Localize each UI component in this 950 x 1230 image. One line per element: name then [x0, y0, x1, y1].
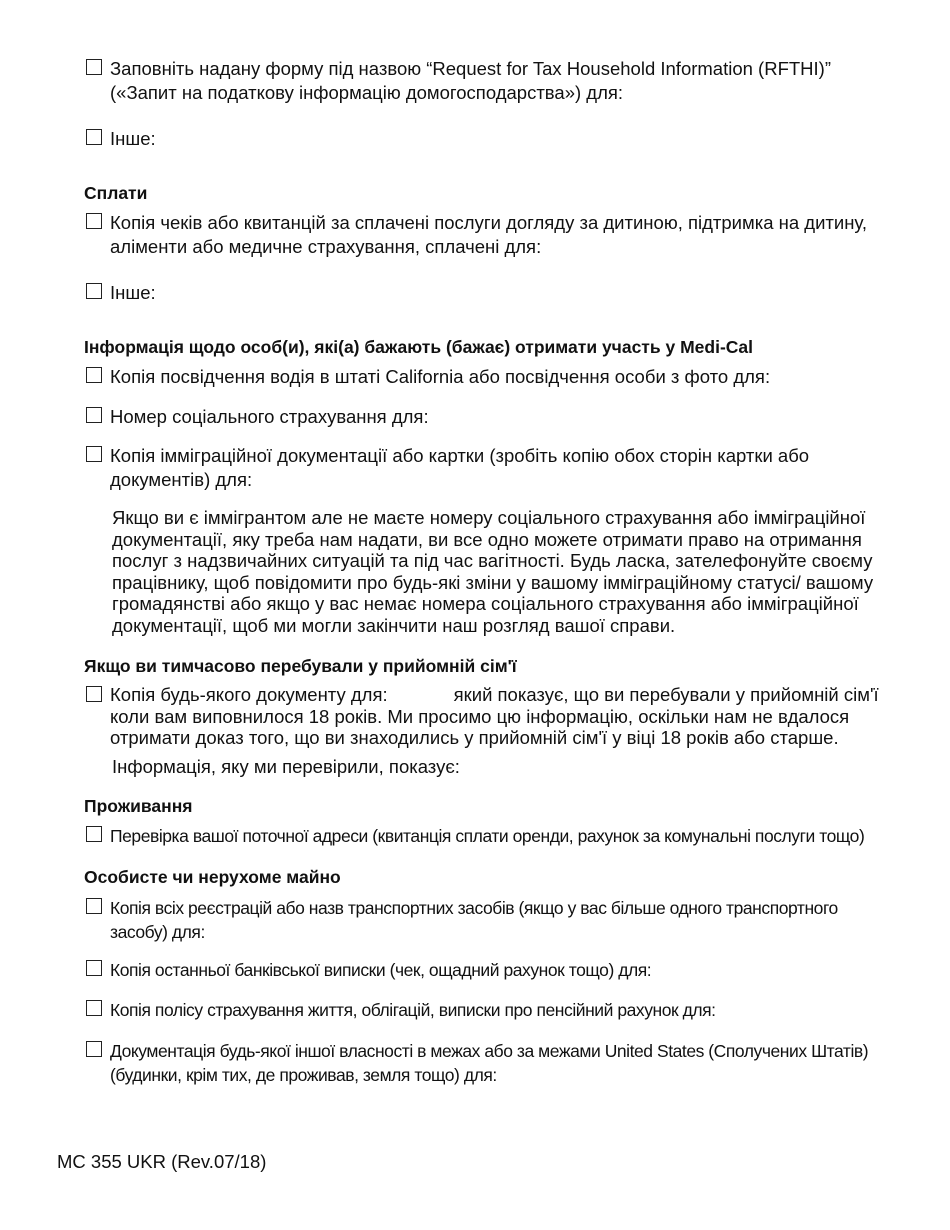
section-heading-payments: Сплати: [84, 183, 148, 203]
item-label-part2: який показує, що ви перебували у прийомній сім'ї коли вам виповнилося 18 років. Ми просимо цю інформацію, оскільки нам не вдалося отримати доказ того, що ви знаходились у прийомній сім'ї у віці 18 років або старше.: [110, 684, 879, 748]
checklist-item-address-verification: [86, 824, 896, 848]
item-label: Копія всіх реєстрацій або назв транспортних засобів (якщо у вас більше одного транспортного засобу) для:: [110, 898, 838, 942]
form-number-footer: MC 355 UKR (Rev.07/18): [57, 1151, 267, 1172]
checkbox[interactable]: [86, 59, 102, 75]
foster-care-note: Інформація, яку ми перевірили, показує:: [112, 756, 460, 777]
checkbox[interactable]: [86, 1000, 102, 1016]
section-heading-foster-care: Якщо ви тимчасово перебували у прийомній сім'ї: [84, 656, 517, 676]
item-label: Копія чеків або квитанцій за сплачені послуги догляду за дитиною, підтримка на дитину, аліменти або медичне страхування, сплачені для:: [110, 212, 867, 257]
checkbox[interactable]: [86, 213, 102, 229]
item-label: [110, 684, 894, 749]
checkbox[interactable]: [86, 960, 102, 976]
item-label: Копія останньої банківської виписки (чек, ощадний рахунок тощо) для:: [110, 960, 652, 980]
checklist-item-bank-statement: [86, 958, 896, 982]
checklist-item-rfthi-form: [86, 57, 896, 105]
checklist-item-vehicle-registrations: [86, 896, 896, 944]
item-label: Копія полісу страхування життя, облігацій, виписки про пенсійний рахунок для:: [110, 1000, 716, 1020]
checkbox[interactable]: [86, 283, 102, 299]
checkbox[interactable]: [86, 407, 102, 423]
checklist-item-tax-other: [86, 127, 896, 151]
item-label-part1: Копія будь-якого документу для:: [110, 684, 388, 705]
checkbox[interactable]: [86, 446, 102, 462]
checkbox[interactable]: [86, 129, 102, 145]
checkbox[interactable]: [86, 898, 102, 914]
checkbox[interactable]: [86, 1041, 102, 1057]
item-label: Інше:: [110, 282, 156, 303]
item-label: Перевірка вашої поточної адреси (квитанція сплати оренди, рахунок за комунальні послуги тощо): [110, 826, 865, 846]
item-label: Документація будь-якої іншої власності в межах або за межами United States (Сполучених Штатів) (будинки, крім тих, де проживав, земля тощо) для:: [110, 1041, 869, 1085]
section-heading-residence: Проживання: [84, 796, 193, 816]
section-heading-property: Особисте чи нерухоме майно: [84, 867, 341, 887]
item-label: Заповніть надану форму під назвою “Request for Tax Household Information (RFTHI)” («Запит на податкову інформацію домогосподарства») для:: [110, 58, 832, 103]
checkbox[interactable]: [86, 826, 102, 842]
checklist-item-life-insurance: [86, 998, 896, 1022]
item-label: Номер соціального страхування для:: [110, 406, 429, 427]
item-label: Копія імміграційної документації або картки (зробіть копію обох сторін картки або документів) для:: [110, 445, 810, 490]
checklist-item-payment-receipts: [86, 211, 896, 259]
immigration-note: Якщо ви є іммігрантом але не маєте номеру соціального страхування або імміграційної документації, яку треба нам надати, ви все одно можете отримати право на отримання послуг з надзвичайних ситуацій та під час вагітності. Будь ласка, зателефонуйте своєму працівнику, щоб повідомити про будь-які зміни у вашому імміграційному статусі/ вашому громадянстві або якщо у вас немає номера соціального страхування або імміграційної документації, щоб ми могли закінчити наш розгляд вашої справи.: [112, 507, 874, 636]
item-label: Інше:: [110, 128, 156, 149]
checklist-item-immigration-docs: [86, 444, 896, 492]
checklist-item-payment-other: [86, 281, 896, 305]
section-heading-medi-cal: Інформація щодо особ(и), які(а) бажають (бажає) отримати участь у Medi-Cal: [84, 337, 754, 357]
checklist-item-foster-care-document: [86, 684, 896, 749]
checkbox[interactable]: [86, 686, 102, 702]
checklist-item-other-property: [86, 1039, 896, 1087]
item-label: Копія посвідчення водія в штаті California або посвідчення особи з фото для:: [110, 366, 771, 387]
checklist-item-ssn: [86, 405, 896, 429]
checklist-item-drivers-license: [86, 365, 896, 389]
checkbox[interactable]: [86, 367, 102, 383]
